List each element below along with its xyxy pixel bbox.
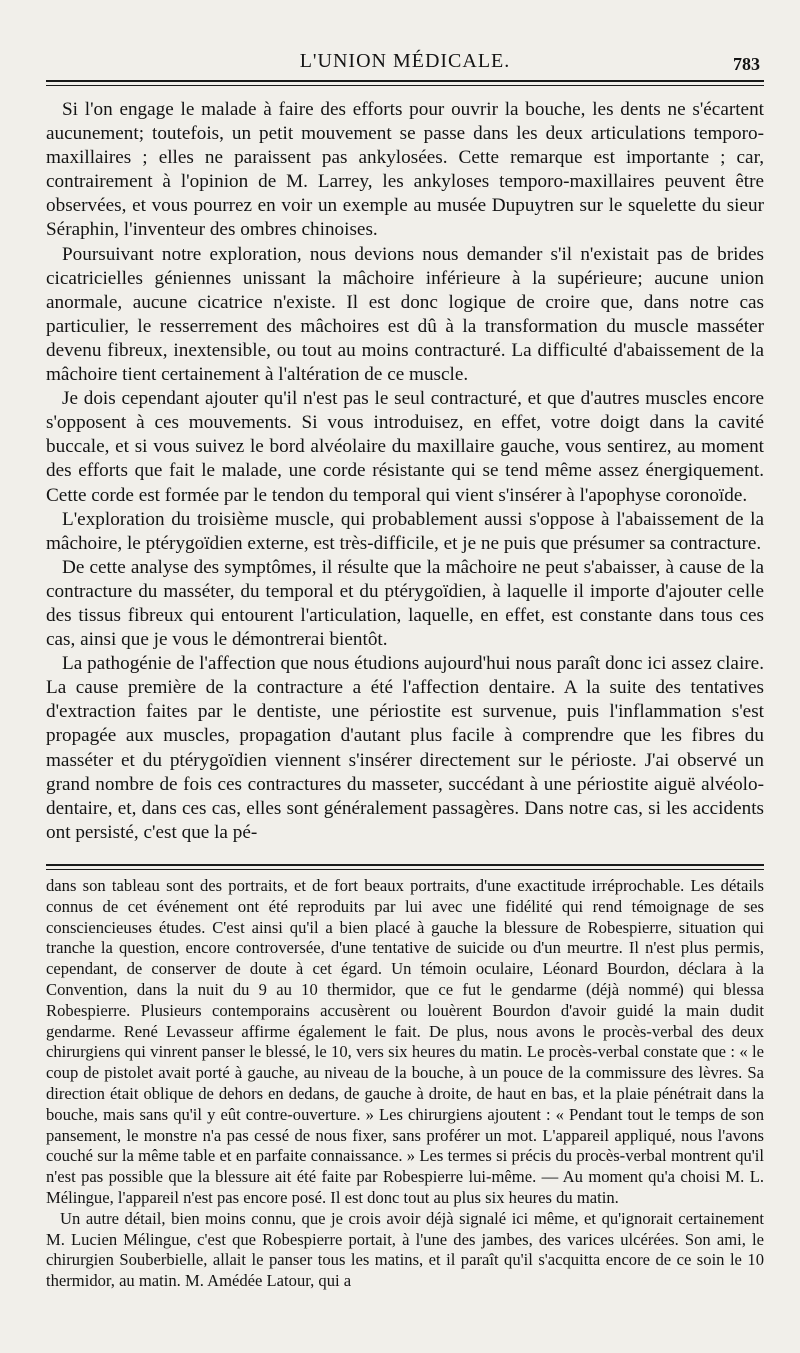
feuilleton-text <box>46 876 764 1292</box>
paragraph: Un autre détail, bien moins connu, que je crois avoir déjà signalé ici même, et qu'ignorait certainement M. Lucien Mélingue, c'est que Robespierre portait, à l'une des jambes, des varices ulcérées. Son ami, le chirurgien Souberbielle, allait le panser tous les matins, et il paraît qu'il s'acquitta encore de ce soin le 10 thermidor, au matin. M. Amédée Latour, qui a <box>46 1208 764 1291</box>
header-rule <box>46 80 764 82</box>
paragraph: Je dois cependant ajouter qu'il n'est pas le seul contracturé, et que d'autres muscles encore s'opposent à ces mouvements. Si vous introduisez, en effet, votre doigt dans la cavité buccale, et si vous suivez le bord alvéolaire du maxillaire gauche, vous sentirez, au moment des efforts que fait le malade, une corde résistante qui se tend même assez énergiquement. Cette corde est formée par le tendon du temporal qui vient s'insérer à l'apophyse coronoïde. <box>46 388 764 506</box>
paragraph: dans son tableau sont des portraits, et de fort beaux portraits, d'une exactitude irréprochable. Les détails connus de cet événement ont été reproduits par lui avec une fidélité qui rend témoignage de ses consciencieuses études. C'est ainsi qu'il a bien placé à gauche la blessure de Robespierre, situation qui tranche la question, encore controversée, d'une tentative de suicide ou d'un meurtre. Il n'est plus permis, cependant, de conserver de doute à cet égard. Un témoin oculaire, Léonard Bourdon, déclara à la Convention, dans la nuit du 9 au 10 thermidor, que ce fut le gendarme (déjà nommé) qui blessa Robespierre. Plusieurs contemporains accusèrent ou louèrent Bourdon d'avoir guidé la main dudit gendarme. René Levasseur affirme également le fait. De plus, nous avons le procès-verbal des deux chirurgiens qui vinrent panser le blessé, le 10, vers six heures du matin. Le procès-verbal constate que : « le coup de pistolet avait porté à gauche, au niveau de la bouche, à un pouce de la commissure des lèvres. Sa direction était oblique de dehors en dedans, de gauche à droite, de haut en bas, et la plaie pénétrait dans la bouche, mais sans qu'il y eût contre-ouverture. » Les chirurgiens ajoutent : « Pendant tout le temps de son pansement, le monstre n'a pas cessé de nous fixer, sans proférer un mot. L'appareil appliqué, nous l'avons couché sur la même table et en parfaite connaissance. » Les termes si précis du procès-verbal montrent qu'il n'est pas possible que la blessure ait été faite par Robespierre lui-même. — Au moment qu'a choisi M. L. Mélingue, l'appareil n'est pas encore posé. Il est donc tout au plus six heures du matin. <box>46 876 764 1207</box>
paragraph: Poursuivant notre exploration, nous devions nous demander s'il n'existait pas de brides cicatricielles géniennes unissant la mâchoire inférieure à la supérieure; aucune union anormale, aucune cicatrice n'existe. Il est donc logique de croire que, dans notre cas particulier, le resserrement des mâchoires est dû à la transformation du muscle masséter devenu fibreux, inextensible, ou tout au moins contracturé. La difficulté d'abaissement de la mâchoire tient certainement à l'altération de ce muscle. <box>46 243 764 386</box>
running-title: L'UNION MÉDICALE. <box>299 50 511 72</box>
paragraph: L'exploration du troisième muscle, qui probablement aussi s'oppose à l'abaissement de la mâchoire, le ptérygoïdien externe, est très-difficile, et je ne puis que présumer sa contracture. <box>46 508 764 554</box>
header-rule-thin <box>46 85 764 86</box>
paragraph: La pathogénie de l'affection que nous étudions aujourd'hui nous paraît donc ici assez claire. La cause première de la contracture a été l'affection dentaire. A la suite des tentatives d'extraction faites par le dentiste, une périostite est survenue, puis l'inflammation s'est propagée aux muscles, propagation d'autant plus facile à comprendre que les fibres du masséter et du ptérygoïdien viennent s'insérer directement sur le périoste. J'ai observé un grand nombre de fois ces contractures du masseter, succédant à une périostite aiguë alvéolo-dentaire, et, dans ces cas, elles sont généralement passagères. Dans notre cas, si les accidents ont persisté, c'est que la pé- <box>46 653 764 843</box>
page-header <box>46 44 764 78</box>
paragraph: De cette analyse des symptômes, il résulte que la mâchoire ne peut s'abaisser, à cause de la contracture du masséter, du temporal et du ptérygoïdien, à laquelle il importe d'ajouter celle des tissus fibreux qui entourent l'articulation, laquelle, en effet, est constante dans tous ces cas, ainsi que je vous le démontrerai bientôt. <box>46 556 764 651</box>
section-separator <box>46 864 764 866</box>
section-separator-thin <box>46 869 764 870</box>
paragraph: Si l'on engage le malade à faire des efforts pour ouvrir la bouche, les dents ne s'écartent aucunement; toutefois, un petit mouvement se passe dans les deux articulations temporo-maxillaires ; elles ne paraissent pas ankylosées. Cette remarque est importante ; car, contrairement à l'opinion de M. Larrey, les ankyloses temporo-maxillaires peuvent être observées, et vous pourrez en voir un exemple au musée Dupuytren sur le squelette du sieur Séraphin, l'inventeur des ombres chinoises. <box>46 99 764 241</box>
main-text <box>46 98 764 845</box>
page-number: 783 <box>733 54 760 74</box>
